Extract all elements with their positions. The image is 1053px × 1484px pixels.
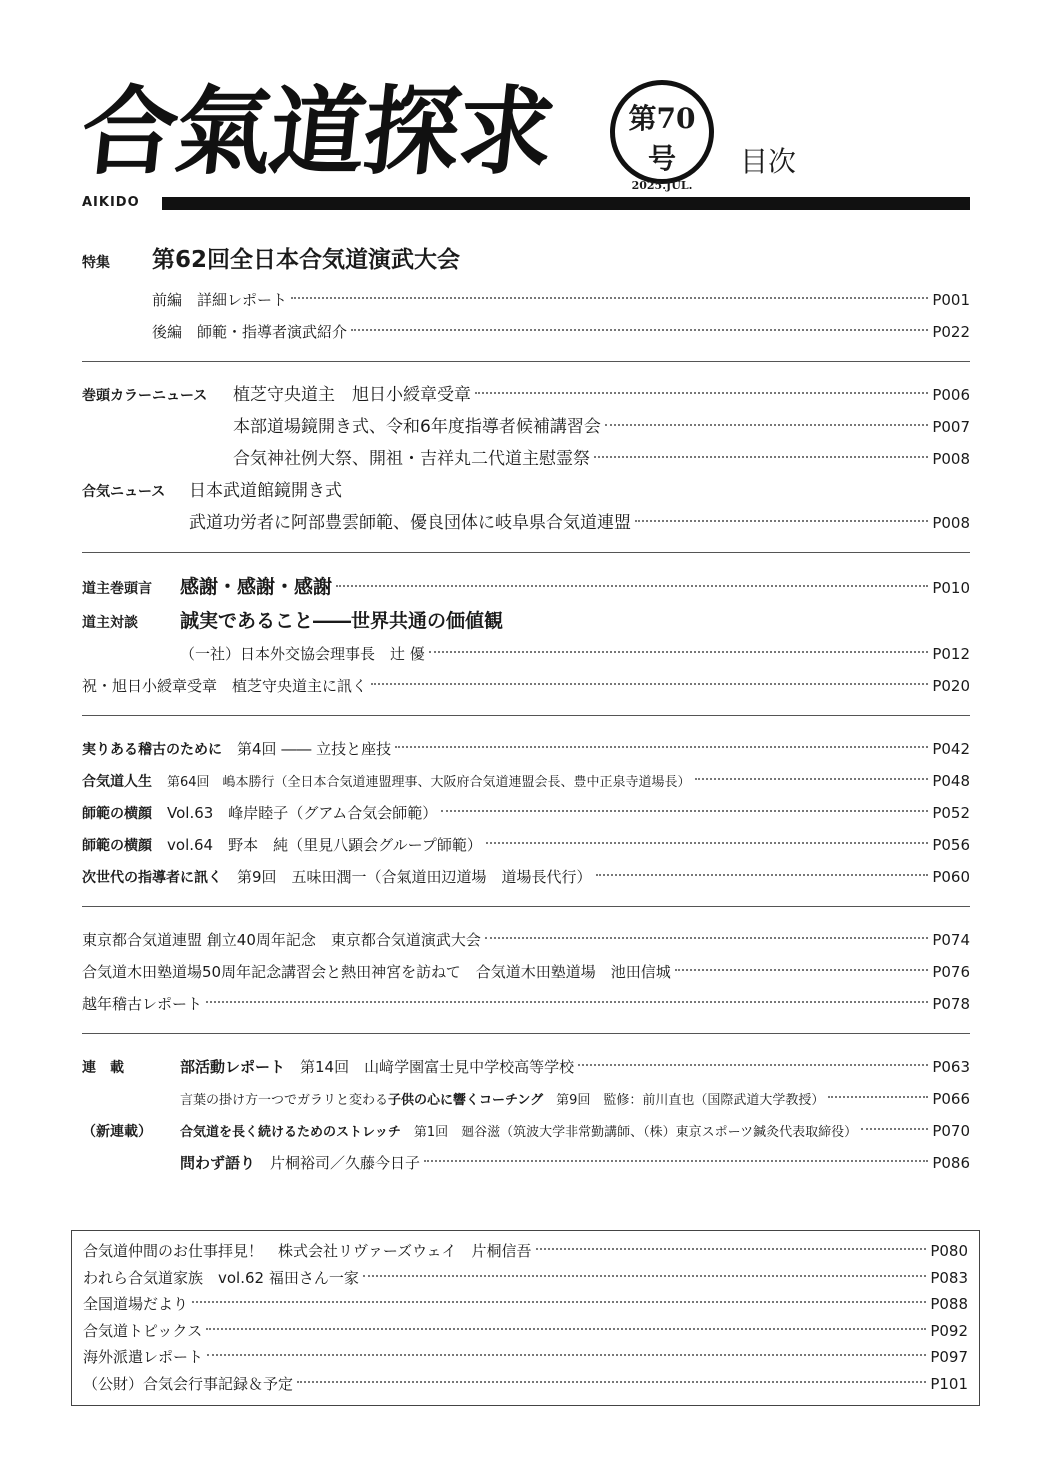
- toc-entry[interactable]: [82, 507, 970, 539]
- entry-title: （一社）日本外交協会理事長 辻 優: [180, 645, 425, 663]
- aiki-news-heading: [82, 475, 970, 507]
- toc-entry[interactable]: [82, 316, 970, 348]
- dot-leader: [536, 1248, 927, 1250]
- toc-entry[interactable]: [83, 1318, 968, 1345]
- page-number: P080: [930, 1242, 968, 1260]
- entry-title: 第4回 ―― 立技と座技: [237, 740, 392, 758]
- dot-leader: [351, 329, 928, 331]
- toc-entry[interactable]: [83, 1238, 968, 1265]
- serials-label: 連 載: [82, 1060, 124, 1076]
- toc-entry[interactable]: [82, 797, 970, 829]
- page-number: P001: [932, 291, 970, 309]
- page-number: P101: [930, 1374, 968, 1393]
- entry-detail: 第9回 監修：前川直也（国際武道大学教授）: [543, 1093, 825, 1108]
- entry-title: 武道功労者に阿部豊雲師範、優良団体に岐阜県合気道連盟: [189, 513, 631, 533]
- dot-leader: [206, 1328, 926, 1330]
- entry-title: 日本武道館鏡開き式: [189, 481, 342, 501]
- toc-entry[interactable]: [82, 988, 970, 1020]
- section-divider: [82, 1033, 970, 1034]
- page-number: P086: [932, 1154, 970, 1172]
- page-number: P008: [932, 514, 970, 532]
- talk-label: 道主対談: [82, 615, 138, 631]
- entry-title: 合気神社例大祭、開祖・吉祥丸二代道主慰霊祭: [233, 449, 590, 469]
- toc-entry[interactable]: [82, 1115, 970, 1147]
- dot-leader: [441, 810, 928, 812]
- dot-leader: [395, 746, 928, 748]
- page-number: P092: [930, 1321, 968, 1340]
- entry-prefix: 前編: [152, 291, 183, 309]
- column-label: 師範の横顔: [82, 806, 152, 822]
- dot-leader: [695, 778, 929, 780]
- special-section: [82, 236, 970, 348]
- entry-title: われら合気道家族 vol.62 福田さん一家: [83, 1268, 359, 1287]
- dot-leader: [291, 297, 928, 299]
- page-number: P078: [932, 995, 970, 1013]
- toc-entry[interactable]: [82, 733, 970, 765]
- dot-leader: [207, 1354, 926, 1356]
- header-rule: [162, 197, 970, 210]
- dot-leader: [578, 1064, 928, 1066]
- entry-title: 詳細レポート: [197, 291, 288, 309]
- page-number: P007: [932, 418, 970, 436]
- toc-entry[interactable]: [82, 829, 970, 861]
- dot-leader: [485, 937, 928, 939]
- section-divider: [82, 906, 970, 907]
- special-heading: [82, 236, 970, 284]
- brand-bar: [82, 192, 970, 214]
- dot-leader: [336, 585, 928, 587]
- page-number: P042: [932, 740, 970, 758]
- table-of-contents: [82, 236, 970, 1179]
- section-divider: [82, 552, 970, 553]
- entry-title: 子供の心に響くコーチング: [388, 1093, 544, 1108]
- dot-leader: [828, 1096, 928, 1098]
- page-number: P022: [932, 323, 970, 341]
- page-number: P008: [932, 450, 970, 468]
- entry-title: 師範・指導者演武紹介: [197, 323, 348, 341]
- serials-section: [82, 1051, 970, 1179]
- entry-title: 東京都合気道連盟 創立40周年記念 東京都合気道演武大会: [82, 931, 481, 949]
- dot-leader: [297, 1381, 926, 1383]
- page-number: P020: [932, 677, 970, 695]
- page-number: P060: [932, 868, 970, 886]
- page-number: P083: [930, 1268, 968, 1287]
- page-number: P012: [932, 645, 970, 663]
- dot-leader: [371, 683, 928, 685]
- issue-number: 第70号: [628, 102, 696, 175]
- entry-prefix: 後編: [152, 323, 183, 341]
- page-number: P006: [932, 386, 970, 404]
- entry-detail: 第1回 廻谷滋（筑波大学非常勤講師、（株）東京スポーツ鍼灸代表取締役）: [400, 1125, 858, 1140]
- regular-features-box: [71, 1230, 980, 1406]
- page-number: P048: [932, 772, 970, 790]
- columns-section: [82, 733, 970, 893]
- dot-leader: [192, 1301, 926, 1303]
- special-title: 第62回全日本合気道演武大会: [152, 247, 461, 273]
- page-number: P097: [930, 1348, 968, 1367]
- toc-entry[interactable]: [83, 1344, 968, 1371]
- dot-leader: [635, 520, 928, 522]
- page-number: P010: [932, 579, 970, 597]
- dot-leader: [486, 842, 928, 844]
- dot-leader: [429, 651, 929, 653]
- toc-entry[interactable]: [83, 1265, 968, 1292]
- entry-title: 第64回 嶋本勝行（全日本合気道連盟理事、大阪府合気道連盟会長、豊中正泉寺道場長）: [167, 775, 691, 790]
- toc-entry[interactable]: [83, 1291, 968, 1318]
- aiki-news-label: 合気ニュース: [82, 484, 166, 500]
- toc-entry[interactable]: [82, 956, 970, 988]
- entry-title: 本部道場鏡開き式、令和6年度指導者候補講習会: [233, 417, 601, 437]
- entry-title: 祝・旭日小綬章受章 植芝守央道主に訊く: [82, 677, 368, 695]
- toc-entry[interactable]: [82, 670, 970, 702]
- entry-title: 全国道場だより: [83, 1295, 189, 1314]
- address-label: 道主巻頭言: [82, 581, 152, 597]
- entry-title: vol.64 野本 純（里見八顕会グループ師範）: [167, 836, 482, 854]
- issue-date: 2025.JUL.: [631, 179, 693, 192]
- page-number: P052: [932, 804, 970, 822]
- entry-title: 越年稽古レポート: [82, 995, 203, 1013]
- doshu-section: [82, 570, 970, 702]
- reports-section: [82, 924, 970, 1020]
- entry-title: 植芝守央道主 旭日小綬章受章: [233, 385, 471, 405]
- entry-title: 合気道木田塾道場50周年記念講習会と熱田神宮を訪ねて 合気道木田塾道場 池田信城: [82, 963, 671, 981]
- entry-title: 誠実であること――世界共通の価値観: [180, 610, 504, 632]
- dot-leader: [861, 1128, 928, 1130]
- toc-entry[interactable]: [82, 411, 970, 443]
- special-label: 特集: [82, 255, 110, 271]
- entry-detail: 片桐裕司／久藤今日子: [255, 1154, 421, 1172]
- issue-badge: [610, 80, 714, 192]
- section-divider: [82, 715, 970, 716]
- toc-entry[interactable]: [83, 1371, 968, 1398]
- page-number: P088: [930, 1295, 968, 1314]
- page-number: P070: [932, 1122, 970, 1140]
- toc-entry[interactable]: [82, 861, 970, 893]
- dot-leader: [475, 392, 928, 394]
- dot-leader: [424, 1160, 928, 1162]
- entry-title: 合気道を長く続けるためのストレッチ: [180, 1125, 401, 1140]
- dot-leader: [594, 456, 928, 458]
- toc-entry[interactable]: [82, 284, 970, 316]
- dot-leader: [596, 874, 929, 876]
- toc-entry[interactable]: [82, 638, 970, 670]
- column-label: 師範の横顔: [82, 838, 152, 854]
- entry-title: Vol.63 峰岸睦子（グアム合気会師範）: [167, 804, 438, 822]
- toc-entry[interactable]: [82, 443, 970, 475]
- page-number: P074: [932, 931, 970, 949]
- toc-entry[interactable]: [82, 570, 970, 604]
- column-label: 実りある稽古のために: [82, 742, 222, 758]
- dot-leader: [605, 424, 928, 426]
- entry-title: 海外派遣レポート: [83, 1348, 204, 1367]
- entry-title: 部活動レポート: [180, 1058, 286, 1076]
- section-divider: [82, 361, 970, 362]
- page-number: P076: [932, 963, 970, 981]
- column-label: 合気道人生: [82, 774, 152, 790]
- toc-entry[interactable]: [82, 924, 970, 956]
- entry-title: 合気道仲間のお仕事拝見！ 株式会社リヴァーズウェイ 片桐信吾: [83, 1242, 532, 1260]
- color-news-section: [82, 379, 970, 539]
- entry-title: 合気道トピックス: [83, 1321, 203, 1340]
- talk-heading: [82, 604, 970, 638]
- page-number: P063: [932, 1058, 970, 1076]
- brand-label: AIKIDO: [82, 195, 140, 210]
- entry-title: 第9回 五味田潤一（合氣道田辺道場 道場長代行）: [237, 868, 592, 886]
- page-number: P066: [932, 1090, 970, 1108]
- entry-title: 感謝・感謝・感謝: [180, 576, 333, 598]
- dot-leader: [206, 1001, 928, 1003]
- toc-entry[interactable]: [82, 1083, 970, 1115]
- color-news-label: 巻頭カラーニュース: [82, 388, 208, 404]
- magazine-logo: 合氣道探求: [76, 75, 558, 188]
- entry-detail: 第14回 山﨑学園富士見中学校高等学校: [285, 1058, 575, 1076]
- page-number: P056: [932, 836, 970, 854]
- toc-entry[interactable]: [82, 1147, 970, 1179]
- entry-title: （公財）合気会行事記録＆予定: [83, 1374, 294, 1393]
- entry-title: 問わず語り: [180, 1154, 256, 1172]
- contents-heading: 目次: [740, 145, 797, 178]
- masthead: [76, 72, 972, 212]
- dot-leader: [363, 1275, 926, 1277]
- dot-leader: [675, 969, 929, 971]
- new-serial-label: （新連載）: [82, 1124, 152, 1140]
- toc-entry[interactable]: [82, 1051, 970, 1083]
- toc-entry[interactable]: [82, 379, 970, 411]
- entry-pre: 言葉の掛け方一つでガラリと変わる: [180, 1093, 389, 1108]
- column-label: 次世代の指導者に訊く: [82, 870, 222, 886]
- toc-entry[interactable]: [82, 765, 970, 797]
